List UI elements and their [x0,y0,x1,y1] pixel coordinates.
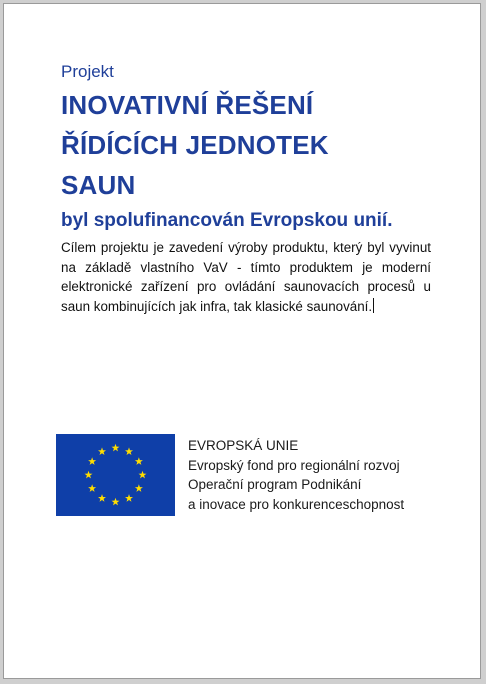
eu-line: a inovace pro konkurenceschopnost [188,496,405,512]
project-subtitle: byl spolufinancován Evropskou unií. [61,210,393,231]
eu-line: Operační program Podnikání [188,477,362,492]
project-description-text: Cílem projektu je zavedení výroby produktu, který byl vyvinut na základě vlastního VaV - tímto produktem je moderní elektronické zařízení pro ovládání saunovacích procesů u saun kombinujících jak infra, tak klasické saunování. [61,240,431,314]
project-label: Projekt [61,62,114,81]
project-title [61,85,431,205]
title-line: SAUN [61,170,136,200]
title-line: ŘÍDÍCÍCH JEDNOTEK [61,130,329,160]
eu-line: EVROPSKÁ UNIE [188,438,299,453]
eu-line: Evropský fond pro regionální rozvoj [188,457,400,473]
document-content [61,62,431,316]
eu-flag-icon [56,434,175,516]
title-line: INOVATIVNÍ ŘEŠENÍ [61,90,314,120]
project-description[interactable] [61,238,431,316]
eu-flag-graphic [56,434,175,516]
document-page [3,3,481,679]
eu-funding-info [188,436,404,514]
text-cursor [373,298,374,313]
